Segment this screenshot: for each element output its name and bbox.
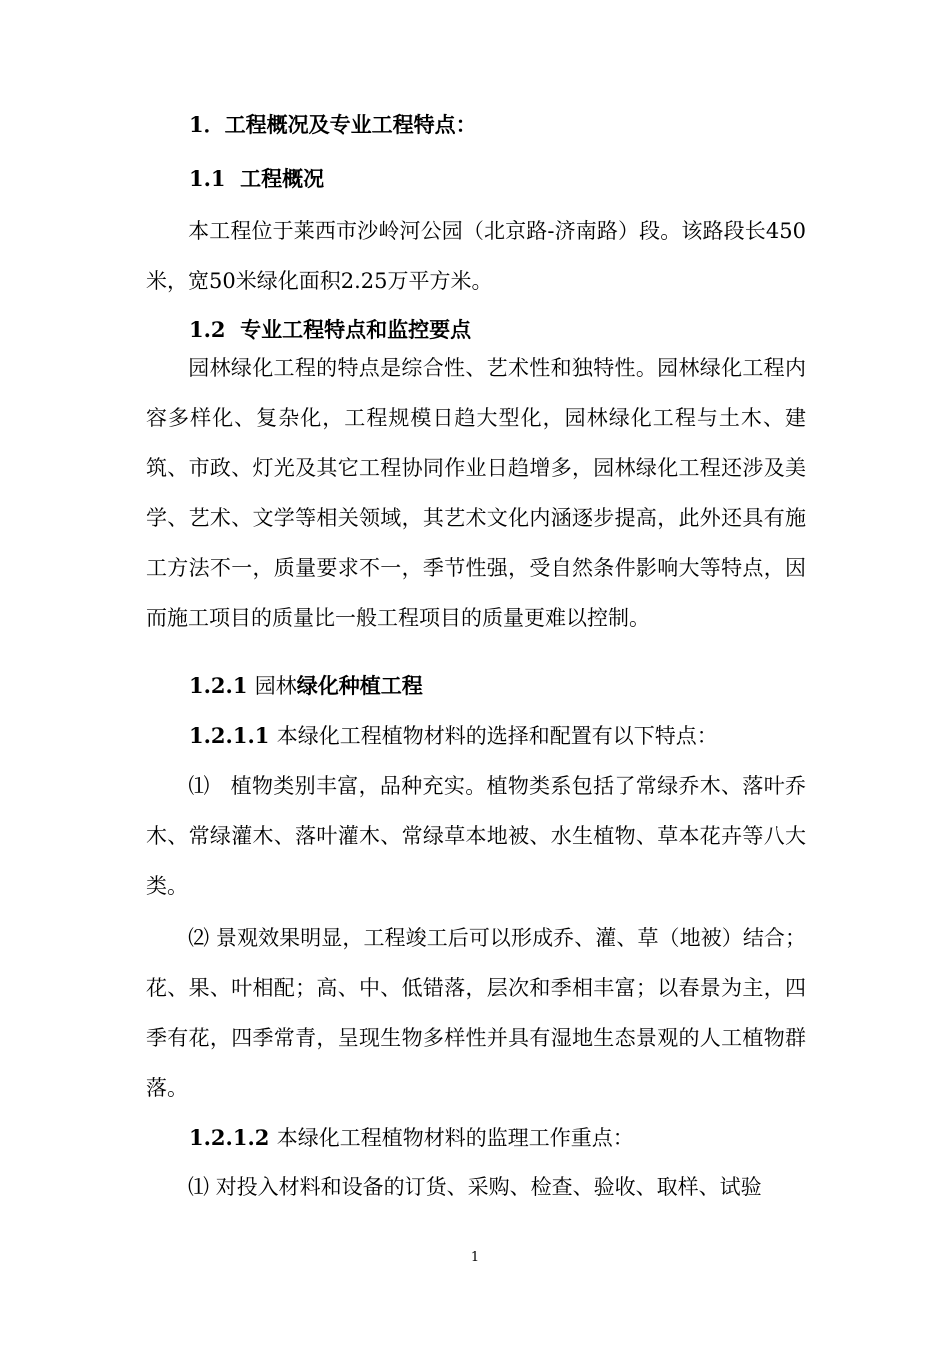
heading-1-2-1-number: 1.2.1 [189,673,248,698]
list-item-1 [146,761,806,911]
heading-1-2-number: 1.2 [189,317,226,342]
heading-1-2-text: 专业工程特点和监控要点 [240,317,472,342]
list-item-1-marker: ⑴ [188,774,210,798]
heading-1-2-1-2-number: 1.2.1.2 [189,1125,270,1150]
page-number: 1 [470,1250,480,1265]
list-item-2-marker: ⑵ [188,926,210,950]
heading-1-2-1-1-text: 本绿化工程植物材料的选择和配置有以下特点： [276,724,718,748]
heading-1-text: 工程概况及专业工程特点： [224,112,477,137]
heading-1-1-text: 工程概况 [240,166,325,191]
paragraph-features: 园林绿化工程的特点是综合性、艺术性和独特性。园林绿化工程内容多样化、复杂化，工程规模日趋大型化，园林绿化工程与土木、建筑、市政、灯光及其它工程协同作业日趋增多，园林绿化工程还涉及美学、艺术、文学等相关领域，其艺术文化内涵逐步提高，此外还具有施工方法不一，质量要求不一，季节性强，受自然条件影响大等特点，因而施工项目的质量比一般工程项目的质量更难以控制。 [146,356,806,630]
heading-1-2-1 [189,671,423,701]
list-item-2-text: 景观效果明显，工程竣工后可以形成乔、灌、草（地被）结合；花、果、叶相配；高、中、低错落，层次和季相丰富；以春景为主，四季有花，四季常青，呈现生物多样性并具有湿地生态景观的人工植物群落。 [146,926,807,1100]
list-item-3 [146,1162,806,1212]
paragraph-overview: 本工程位于莱西市沙岭河公园（北京路-济南路）段。该路段长450米，宽50米绿化面积2.25万平方米。 [146,219,806,293]
heading-1-2-1-1 [189,721,718,751]
heading-1-1 [189,164,324,194]
heading-1-2-1-1-number: 1.2.1.1 [189,723,270,748]
heading-1-2-1-2 [189,1123,634,1153]
heading-1-2-1-2-text: 本绿化工程植物材料的监理工作重点： [276,1126,634,1150]
heading-1-2-1-text-light: 园林 [254,674,297,698]
heading-1-number: 1． [189,112,225,137]
heading-1 [189,110,477,140]
heading-1-2-1-text: 绿化种植工程 [296,673,423,698]
heading-1-2 [189,315,471,345]
list-item-3-text: 对投入材料和设备的订货、采购、检查、验收、取样、试验 [215,1175,762,1199]
list-item-1-text: 植物类别丰富，品种充实。植物类系包括了常绿乔木、落叶乔木、常绿灌木、落叶灌木、常绿草本地被、水生植物、草本花卉等八大类。 [146,774,807,898]
list-item-3-marker: ⑴ [188,1175,209,1199]
heading-1-1-number: 1.1 [189,166,226,191]
list-item-2 [146,913,806,1113]
